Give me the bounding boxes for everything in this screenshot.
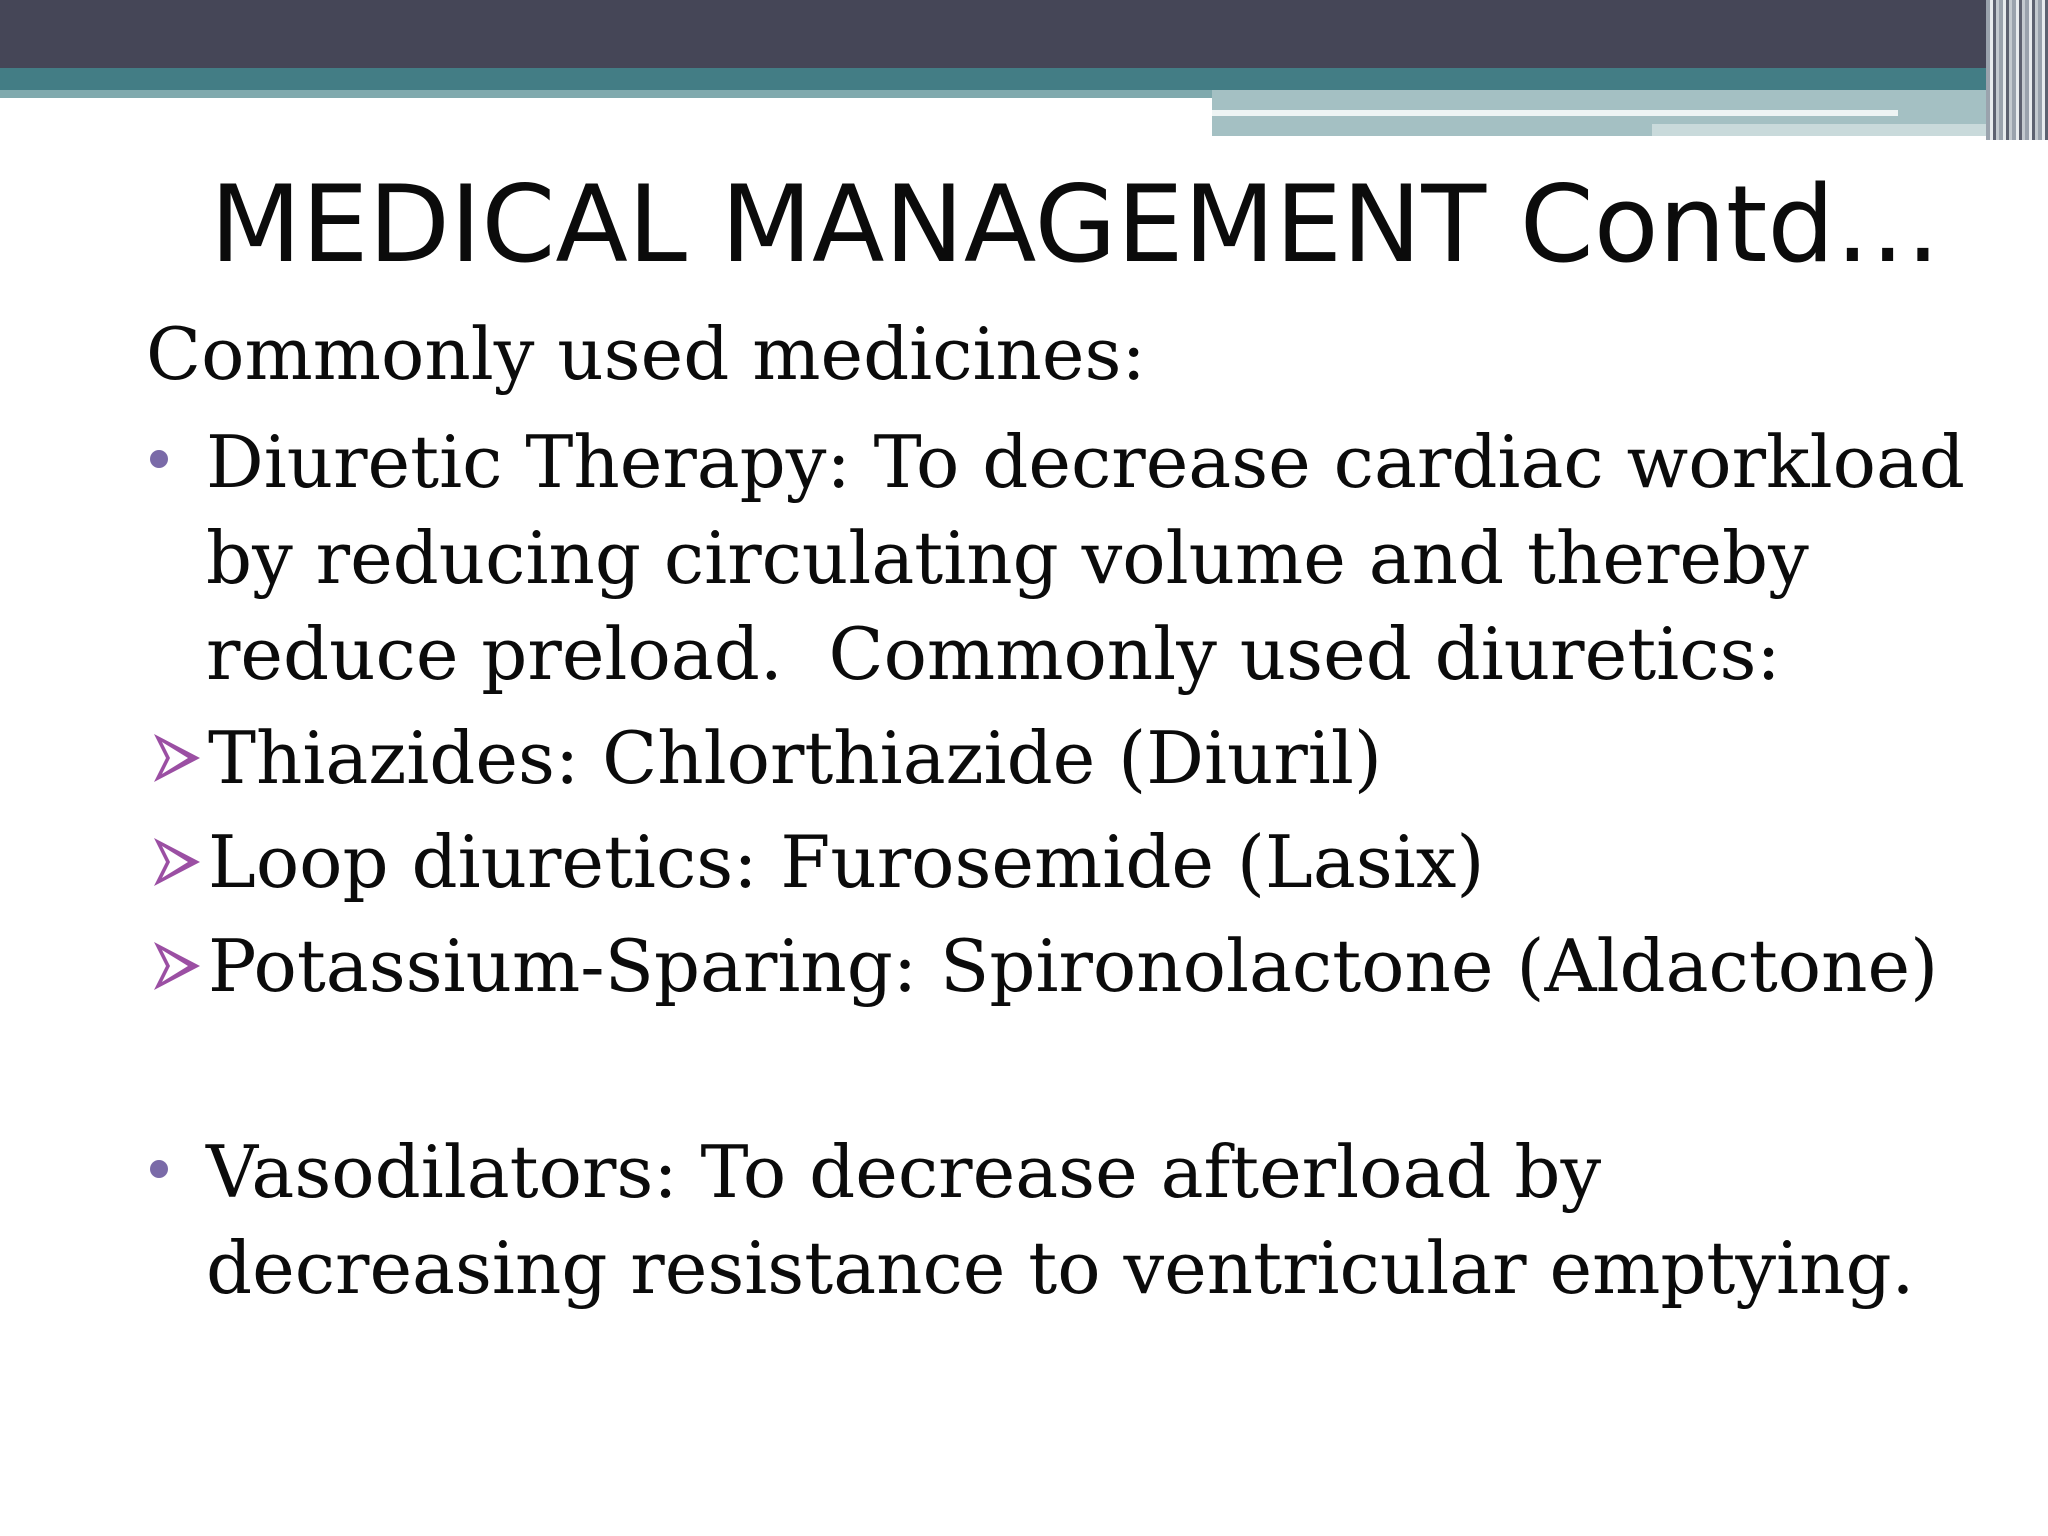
slide-title: MEDICAL MANAGEMENT Contd… <box>210 163 1941 286</box>
slide-subheading: Commonly used medicines: <box>146 312 1146 396</box>
bullet-text <box>206 414 2006 702</box>
diuretic-item-text: Potassium-Sparing: Spironolactone (Aldactone) <box>208 924 1939 1008</box>
arrow-bullet-icon <box>152 732 202 784</box>
bullet-line: Vasodilators: To decrease afterload by <box>206 1130 1602 1214</box>
diuretic-item-loop <box>146 814 2006 910</box>
arrow-bullet-icon <box>152 836 202 888</box>
bullet-vasodilators <box>146 1124 2006 1316</box>
diuretic-item-text: Thiazides: Chlorthiazide (Diuril) <box>208 716 1382 800</box>
bullet-line: Diuretic Therapy: To decrease cardiac workload <box>206 420 1966 504</box>
diuretic-item-thiazides <box>146 710 2006 806</box>
bullet-line: by reducing circulating volume and thereby <box>206 516 1809 600</box>
bullet-line: decreasing resistance to ventricular emptying. <box>206 1226 1915 1310</box>
diuretic-item-text: Loop diuretics: Furosemide (Lasix) <box>208 820 1485 904</box>
header-band-right-line <box>1212 110 1898 116</box>
header-band-dark <box>0 0 2048 68</box>
spacer <box>146 1014 2006 1124</box>
arrow-bullet-icon <box>152 940 202 992</box>
header-stripes <box>1986 0 2048 140</box>
header-band-teal <box>0 68 2048 90</box>
bullet-line: reduce preload. Commonly used diuretics: <box>206 612 1781 696</box>
header-band-right-pale-2 <box>1652 124 2012 136</box>
diuretic-item-potassium-sparing <box>146 918 2006 1014</box>
header-band-teal-light <box>0 90 1212 98</box>
bullet-diuretic-therapy <box>146 414 2006 702</box>
bullet-text <box>206 1124 2006 1316</box>
round-bullet-icon <box>150 450 168 468</box>
slide-content <box>146 306 2006 1316</box>
round-bullet-icon <box>150 1160 168 1178</box>
